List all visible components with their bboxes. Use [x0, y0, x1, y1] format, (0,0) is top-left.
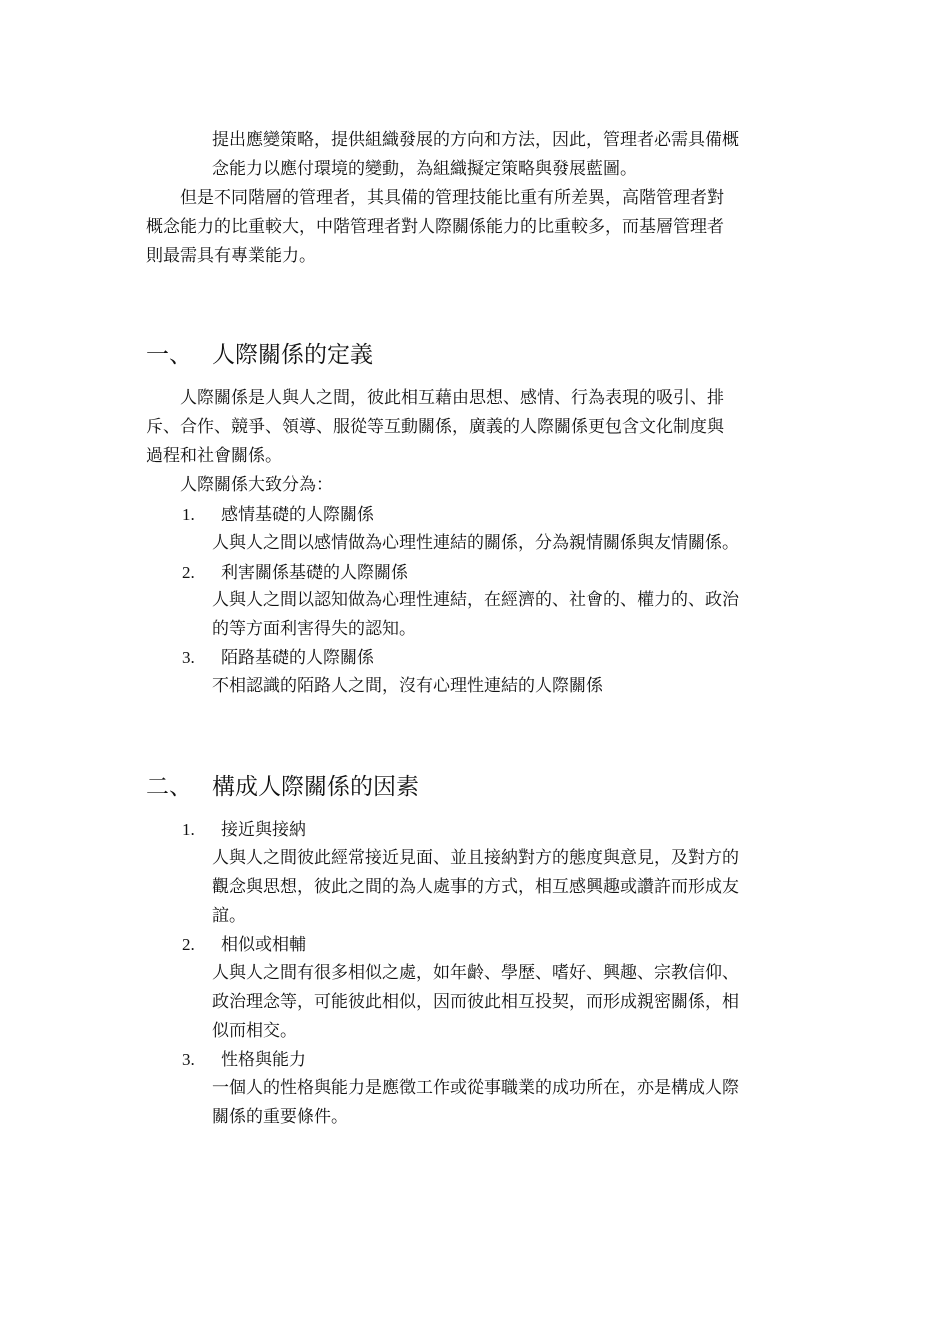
item-number: 3. [182, 648, 195, 667]
intro-paragraph [212, 126, 739, 184]
list-item [182, 930, 306, 960]
item-description [212, 672, 603, 701]
item-number: 2. [182, 563, 195, 582]
text-line: 則最需具有專業能力。 [146, 246, 316, 266]
item-description [212, 959, 739, 1046]
text-line: 人與人之間以認知做為心理性連結，在經濟的、社會的、權力的、政治 [212, 590, 739, 610]
item-title: 相似或相輔 [221, 935, 306, 955]
item-title: 感情基礎的人際關係 [221, 505, 374, 525]
list-item [182, 643, 374, 673]
section-number: 一、 [146, 342, 192, 368]
text-line: 一個人的性格與能力是應徵工作或從事職業的成功所在，亦是構成人際 [212, 1078, 739, 1098]
list-item [182, 558, 408, 588]
item-number: 2. [182, 935, 195, 954]
section-heading-1 [146, 340, 373, 370]
text-line: 關係的重要條件。 [212, 1107, 348, 1127]
section-heading-2 [146, 772, 419, 802]
section-title: 構成人際關係的因素 [212, 774, 419, 800]
list-intro: 人際關係大致分為： [146, 475, 333, 495]
text-line: 人際關係是人與人之間，彼此相互藉由思想、感情、行為表現的吸引、排 [146, 388, 724, 408]
text-line: 政治理念等，可能彼此相似，因而彼此相互投契，而形成親密關係，相 [212, 992, 739, 1012]
list-item [182, 815, 306, 845]
intro-paragraph-2 [146, 184, 724, 271]
text-line: 斥、合作、競爭、領導、服從等互動關係，廣義的人際關係更包含文化制度與 [146, 417, 724, 437]
item-description [212, 844, 739, 931]
item-description [212, 529, 739, 558]
text-line: 念能力以應付環境的變動，為組織擬定策略與發展藍圖。 [212, 159, 637, 179]
text-line: 不相認識的陌路人之間，沒有心理性連結的人際關係 [212, 676, 603, 696]
item-description [212, 586, 739, 644]
item-title: 性格與能力 [221, 1050, 306, 1070]
text-line: 人與人之間彼此經常接近見面、並且接納對方的態度與意見，及對方的 [212, 848, 739, 868]
item-number: 1. [182, 820, 195, 839]
section1-paragraph [146, 384, 724, 500]
item-number: 1. [182, 505, 195, 524]
text-line: 但是不同階層的管理者，其具備的管理技能比重有所差異，高階管理者對 [146, 188, 724, 208]
text-line: 似而相交。 [212, 1021, 297, 1041]
text-line: 概念能力的比重較大，中階管理者對人際關係能力的比重較多，而基層管理者 [146, 217, 724, 237]
item-title: 陌路基礎的人際關係 [221, 648, 374, 668]
text-line: 人與人之間有很多相似之處，如年齡、學歷、嗜好、興趣、宗教信仰、 [212, 963, 739, 983]
section-title: 人際關係的定義 [212, 342, 373, 368]
text-line: 提出應變策略，提供組織發展的方向和方法，因此，管理者必需具備概 [212, 130, 739, 150]
item-title: 利害關係基礎的人際關係 [221, 563, 408, 583]
text-line: 過程和社會關係。 [146, 446, 282, 466]
list-item [182, 500, 374, 530]
text-line: 誼。 [212, 906, 246, 926]
item-title: 接近與接納 [221, 820, 306, 840]
section-number: 二、 [146, 774, 192, 800]
item-description [212, 1074, 739, 1132]
text-line: 的等方面利害得失的認知。 [212, 619, 416, 639]
item-number: 3. [182, 1050, 195, 1069]
text-line: 人與人之間以感情做為心理性連結的關係，分為親情關係與友情關係。 [212, 533, 739, 553]
list-item [182, 1045, 306, 1075]
text-line: 觀念與思想，彼此之間的為人處事的方式，相互感興趣或讚許而形成友 [212, 877, 739, 897]
